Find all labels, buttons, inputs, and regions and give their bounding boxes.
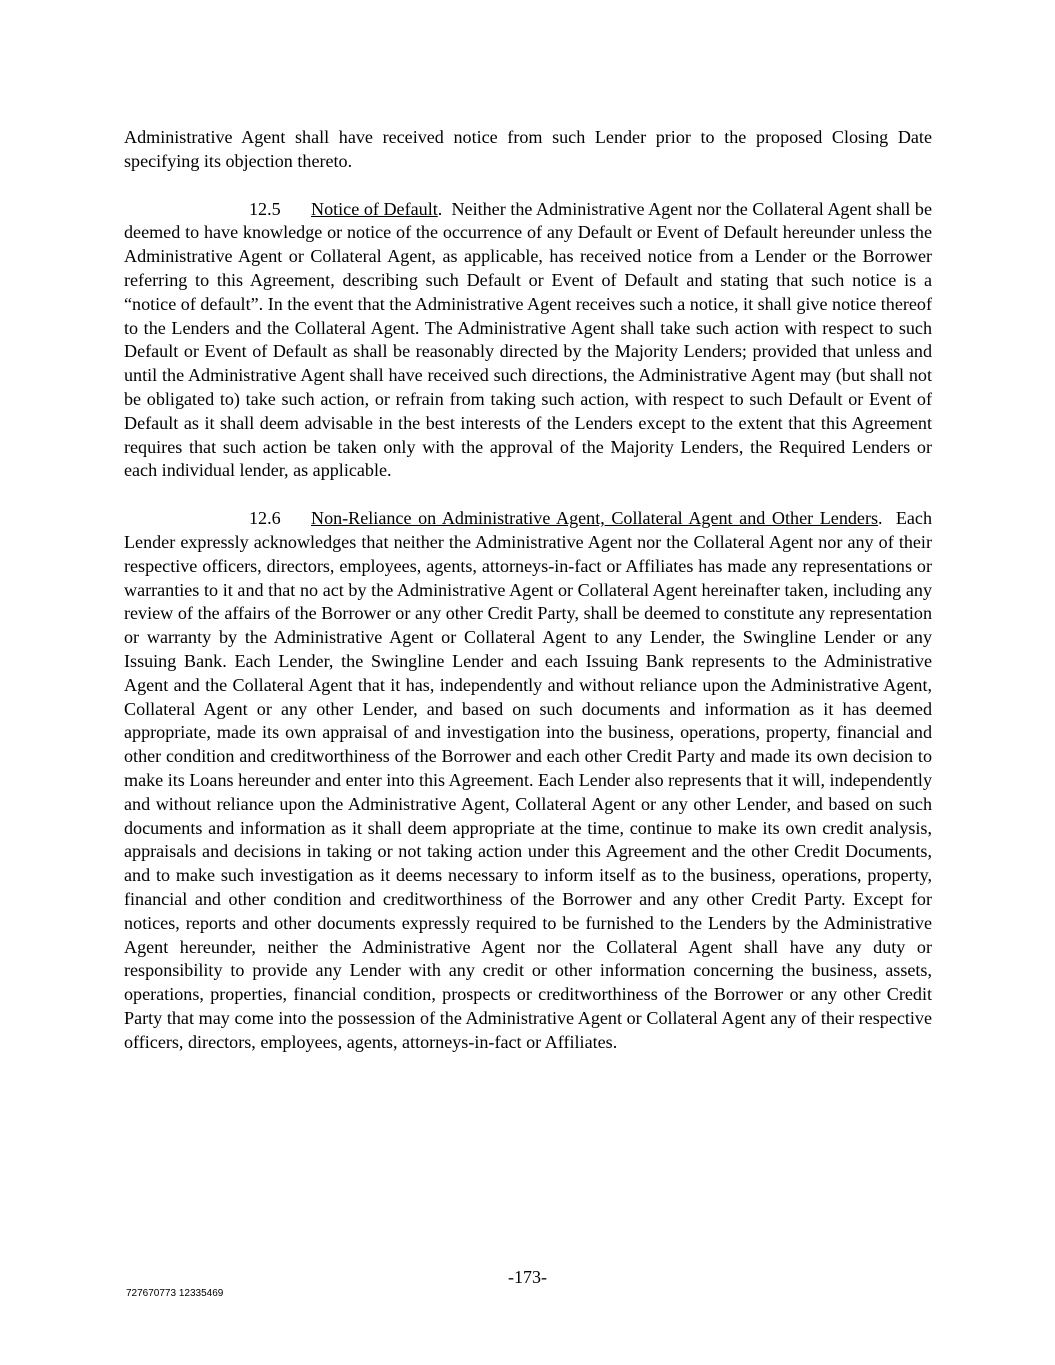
document-body [124,126,932,1054]
heading-period: . [878,508,883,529]
section-body: Each Lender expressly acknowledges that neither the Administrative Agent nor the Collateral Agent nor any of their respective officers, directors, employees, agents, attorneys-in-fact or Affiliates has made any representations or warranties to it and that no act by the Administrative Agent or Collateral Agent hereinafter taken, including any review of the affairs of the Borrower or any other Credit Party, shall be deemed to constitute any representation or warranty by the Administrative Agent or Collateral Agent to any Lender, the Swingline Lender or any Issuing Bank. Each Lender, the Swingline Lender and each Issuing Bank represents to the Administrative Agent and the Collateral Agent that it has, independently and without reliance upon the Administrative Agent, Collateral Agent or any other Lender, and based on such documents and information as it has deemed appropriate, made its own appraisal of and investigation into the business, operations, property, financial and other condition and creditworthiness of the Borrower and each other Credit Party and made its own decision to make its Loans hereunder and enter into this Agreement. Each Lender also represents that it will, independently and without reliance upon the Administrative Agent, Collateral Agent or any other Lender, and based on such documents and information as it shall deem appropriate at the time, continue to make its own credit analysis, appraisals and decisions in taking or not taking action under this Agreement and the other Credit Documents, and to make such investigation as it deems necessary to inform itself as to the business, operations, property, financial and other condition and creditworthiness of the Borrower and any other Credit Party. Except for notices, reports and other documents expressly required to be furnished to the Lenders by the Administrative Agent hereunder, neither the Administrative Agent nor the Collateral Agent shall have any duty or responsibility to provide any Lender with any credit or other information concerning the business, assets, operations, properties, financial condition, prospects or creditworthiness of the Borrower or any other Credit Party that may come into the possession of the Administrative Agent or Collateral Agent any of their respective officers, directors, employees, agents, attorneys-in-fact or Affiliates. [124,508,932,1052]
section-12-5-paragraph [124,198,932,484]
document-id: 727670773 12335469 [126,1288,224,1299]
section-12-6-paragraph [124,507,932,1054]
section-body: Neither the Administrative Agent nor the Collateral Agent shall be deemed to have knowledge or notice of the occurrence of any Default or Event of Default hereunder unless the Administrative Agent or Collateral Agent, as applicable, has received notice from a Lender or the Borrower referring to this Agreement, describing such Default or Event of Default and stating that such notice is a “notice of default”. In the event that the Administrative Agent receives such a notice, it shall give notice thereof to the Lenders and the Collateral Agent. The Administrative Agent shall take such action with respect to such Default or Event of Default as shall be reasonably directed by the Majority Lenders; provided that unless and until the Administrative Agent shall have received such directions, the Administrative Agent may (but shall not be obligated to) take such action, or refrain from taking such action, with respect to such Default or Event of Default as it shall deem advisable in the best interests of the Lenders except to the extent that this Agreement requires that such action be taken only with the approval of the Majority Lenders, the Required Lenders or each individual lender, as applicable. [124,198,933,481]
section-heading: Notice of Default [311,198,438,219]
intro-paragraph [124,126,932,174]
section-number: 12.5 [249,198,281,219]
section-number: 12.6 [249,508,281,529]
intro-text: Administrative Agent shall have received notice from such Lender prior to the proposed Closing Date specifying its objection thereto. [124,127,932,171]
section-heading: Non-Reliance on Administrative Agent, Collateral Agent and Other Lenders [311,508,879,529]
heading-period: . [437,198,443,219]
page-number: -173- [508,1267,547,1287]
